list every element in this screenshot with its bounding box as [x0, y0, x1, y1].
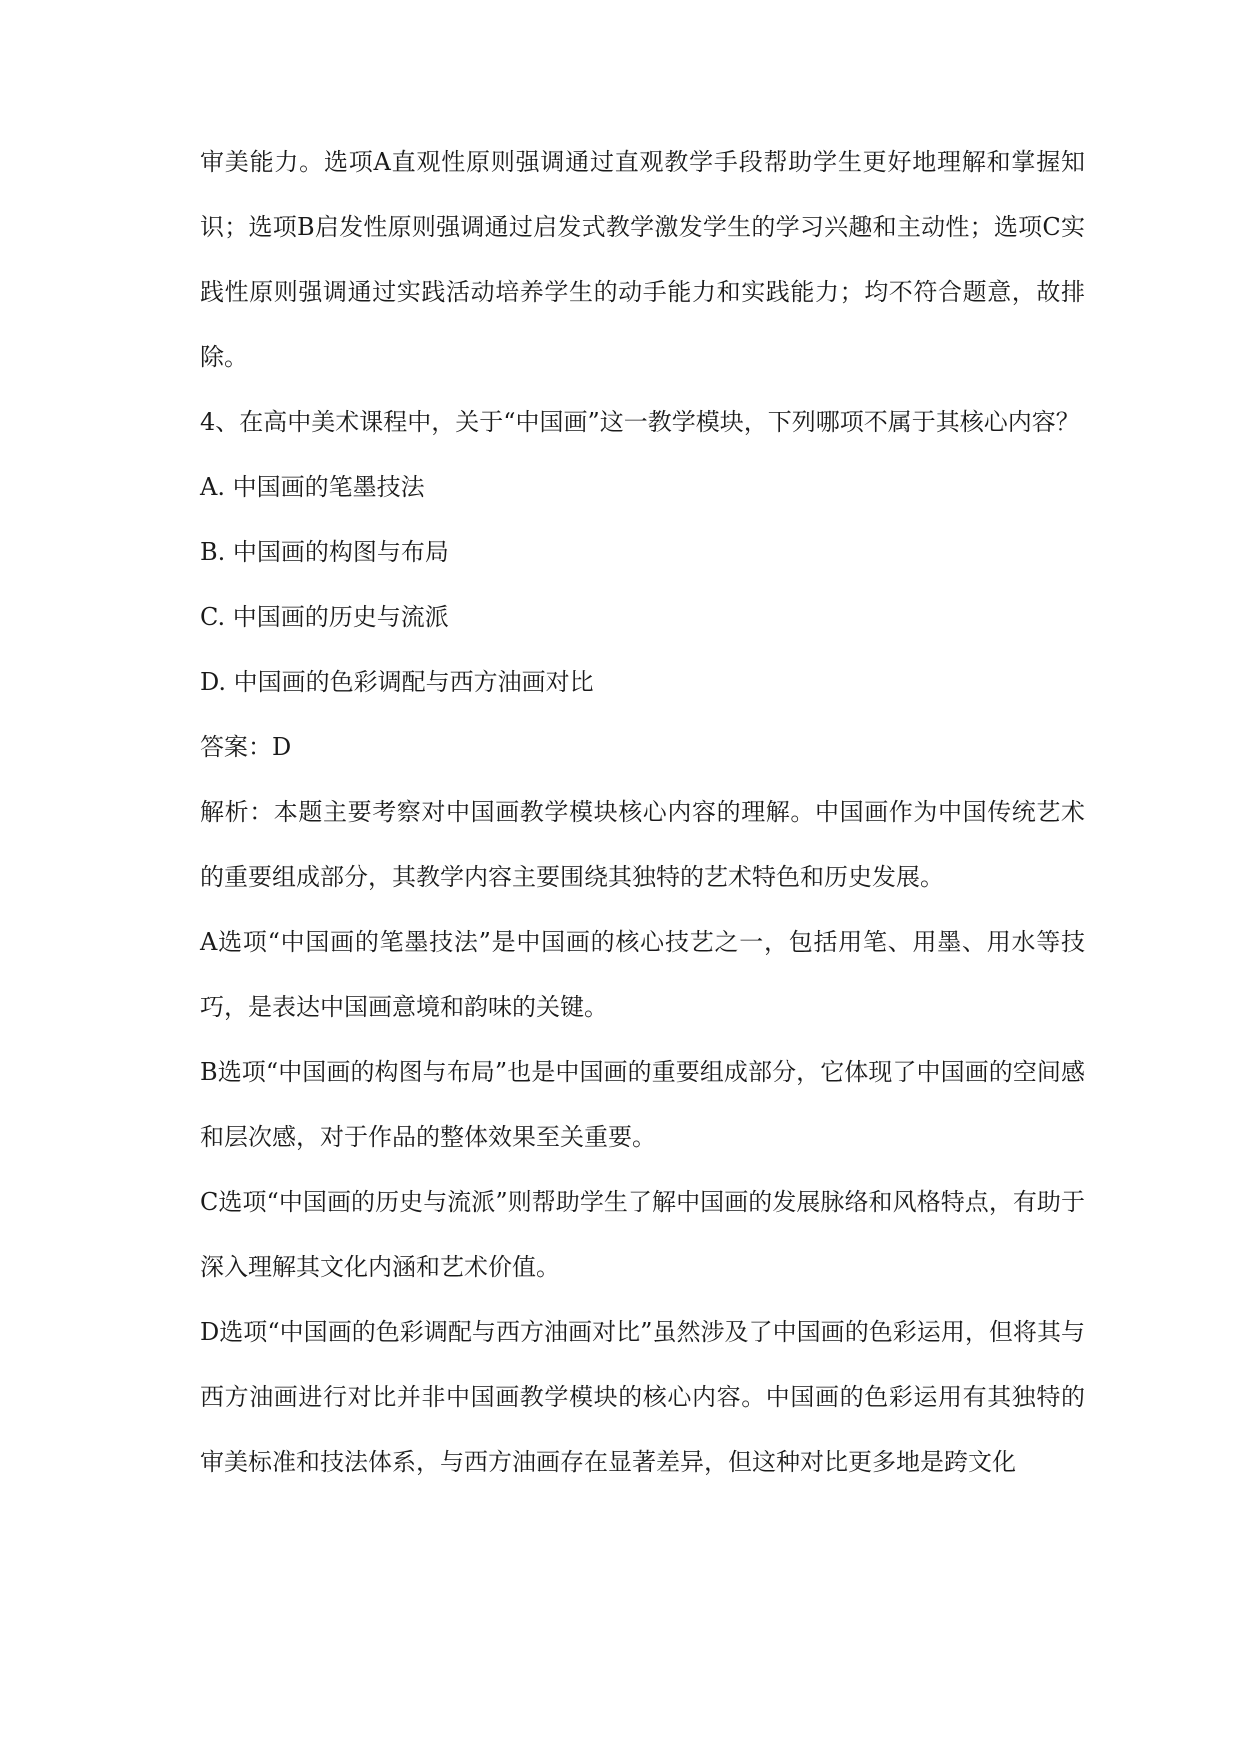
- analysis-intro: 解析：本题主要考察对中国画教学模块核心内容的理解。中国画作为中国传统艺术的重要组成部分，其教学内容主要围绕其独特的艺术特色和历史发展。: [200, 798, 1085, 891]
- analysis-option-d: D选项“中国画的色彩调配与西方油画对比”虽然涉及了中国画的色彩运用，但将其与西方油画进行对比并非中国画教学模块的核心内容。中国画的色彩运用有其独特的审美标准和技法体系，与西方油画存在显著差异，但这种对比更多地是跨文化: [200, 1318, 1085, 1476]
- analysis-option-a: A选项“中国画的笔墨技法”是中国画的核心技艺之一，包括用笔、用墨、用水等技巧，是表达中国画意境和韵味的关键。: [200, 928, 1085, 1021]
- option-c: C. 中国画的历史与流派: [200, 603, 449, 631]
- option-b: B. 中国画的构图与布局: [200, 538, 449, 566]
- analysis-option-b: B选项“中国画的构图与布局”也是中国画的重要组成部分，它体现了中国画的空间感和层次感，对于作品的整体效果至关重要。: [200, 1058, 1085, 1151]
- answer-line: 答案：D: [200, 733, 292, 761]
- document-body: [200, 130, 1085, 1495]
- previous-explanation: 审美能力。选项A直观性原则强调通过直观教学手段帮助学生更好地理解和掌握知识；选项B启发性原则强调通过启发式教学激发学生的学习兴趣和主动性；选项C实践性原则强调通过实践活动培养学生的动手能力和实践能力；均不符合题意，故排除。: [200, 148, 1085, 371]
- option-a: A. 中国画的笔墨技法: [200, 473, 425, 501]
- option-d: D. 中国画的色彩调配与西方油画对比: [200, 668, 594, 696]
- question-text: 4、在高中美术课程中，关于“中国画”这一教学模块，下列哪项不属于其核心内容？: [200, 408, 1080, 436]
- analysis-option-c: C选项“中国画的历史与流派”则帮助学生了解中国画的发展脉络和风格特点，有助于深入理解其文化内涵和艺术价值。: [200, 1188, 1085, 1281]
